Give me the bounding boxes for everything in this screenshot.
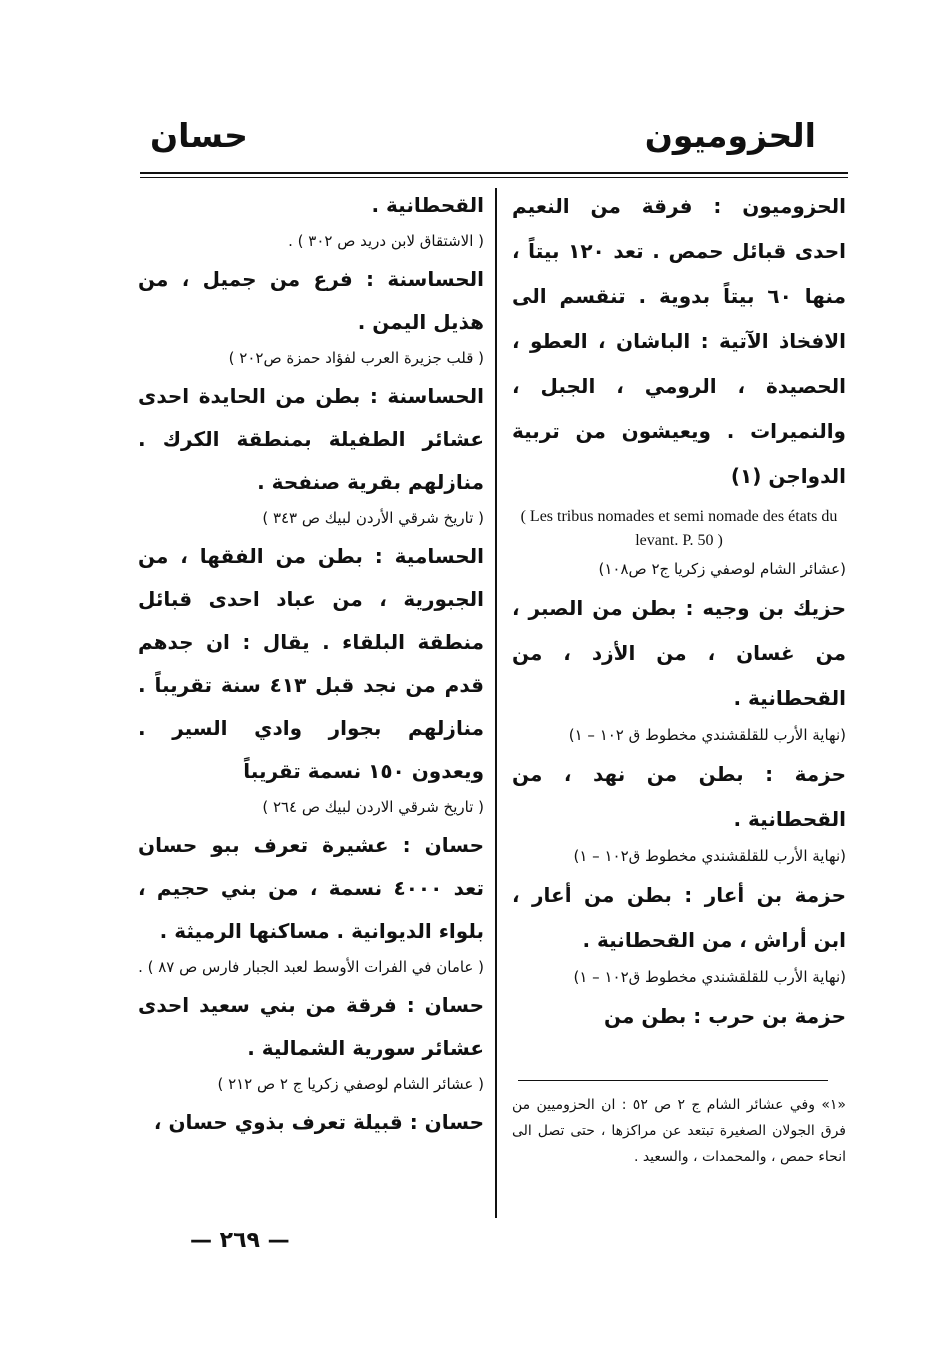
entry-hazma-bin-harb: حزمة بن حرب : بطن من: [603, 1004, 846, 1028]
footnote: «١» وفي عشائر الشام ج ٢ ص ٥٢ : ان الحزوميين من فرق الجولان الصغيرة تبتعد عن مراكزها ، حتى تصل الى انحاء حمص ، والمحمدات ، والسعيد .: [512, 1097, 846, 1165]
reference: ( الاشتقاق لابن دريد ص ٣٠٢ ) .: [288, 232, 484, 250]
header-rule-thin: [140, 177, 848, 178]
right-column: [512, 184, 846, 1039]
reference: ( تاريخ شرقي الاردن لبيك ص ٢٦٤ ): [262, 798, 484, 816]
header-rule: [140, 172, 848, 174]
running-head-right: الحزوميون: [644, 116, 816, 155]
entry-hazma-bin-amar: حزمة بن أعار : بطن من أعار ، ابن أراش ، من القحطانية .: [512, 883, 846, 952]
latin-reference: ( Les tribus nomades et semi nomade des états du levant. P. 50 ): [520, 508, 838, 549]
entry-hasamiya: الحسامية : بطن من الفقها ، من الجبورية ، من عباد احدى قبائل منطقة البلقاء . يقال : ان جدهم قدم من نجد قبل ٤١٣ سنة تقريباً . منازلهم بجوار وادي السير . ويعدون ١٥٠ نسمة تقريباً: [138, 544, 484, 783]
left-column: [138, 184, 484, 1144]
reference: ( عامان في الفرات الأوسط لعبد الجبار فارس ص ٨٧ ) .: [138, 958, 484, 976]
entry-continuation: القحطانية .: [371, 193, 484, 217]
entry-hassan-1: حسان : عشيرة تعرف ببو حسان تعد ٤٠٠٠ نسمة ، من بني حجيم ، بلواء الديوانية . مساكنها الرميثة .: [138, 833, 484, 943]
reference: (عشائر الشام لوصفي زكريا ج٢ ص١٠٨): [598, 560, 846, 578]
entry-hassan-3: حسان : قبيلة تعرف بذوي حسان ،: [153, 1110, 484, 1134]
entry-hazma: حزمة : بطن من نهد ، من القحطانية .: [512, 762, 846, 831]
reference: (نهاية الأرب للقلقشندي مخطوط ق ١٠٢ – ١): [568, 726, 846, 744]
reference: (نهاية الأرب للقلقشندي مخطوط ق١٠٢ – ١): [573, 968, 846, 986]
column-divider: [495, 188, 497, 1218]
running-head-left: حسان: [150, 116, 248, 155]
entry-hassan-2: حسان : فرقة من بني سعيد احدى عشائر سورية الشمالية .: [138, 993, 484, 1060]
reference: ( عشائر الشام لوصفي زكريا ج ٢ ص ٢١٢ ): [217, 1075, 484, 1093]
entry-hazumiyun: الحزوميون : فرقة من النعيم احدى قبائل حمص . تعد ١٢٠ بيتاً ، منها ٦٠ بيتاً بدوية . تنقسم الى الافخاذ الآتية : الباشان ، العطو ، الحصيدة ، الرومي ، الجبل ، والنميرات . ويعيشون من تربية الدواجن (١): [512, 194, 847, 488]
footnote-rule: [518, 1080, 828, 1081]
entry-hasasina-1: الحساسنة : فرع من جميل ، من هذيل اليمن .: [138, 267, 484, 334]
entry-hazik: حزيك بن وجيه : بطن من الصبر ، من غسان ، من الأزد ، من القحطانية .: [512, 596, 846, 710]
reference: ( تاريخ شرقي الأردن لبيك ص ٣٤٣ ): [262, 509, 484, 527]
page-number: — ٢٦٩ —: [190, 1228, 290, 1253]
reference: ( قلب جزيرة العرب لفؤاد حمزة ص٢٠٢ ): [228, 349, 484, 367]
reference: (نهاية الأرب للقلقشندي مخطوط ق١٠٢ – ١): [573, 847, 846, 865]
entry-hasasina-2: الحساسنة : بطن من الحايدة احدى عشائر الطفيلة بمنطقة الكرك . منازلهم بقرية صنفحة .: [138, 384, 484, 494]
